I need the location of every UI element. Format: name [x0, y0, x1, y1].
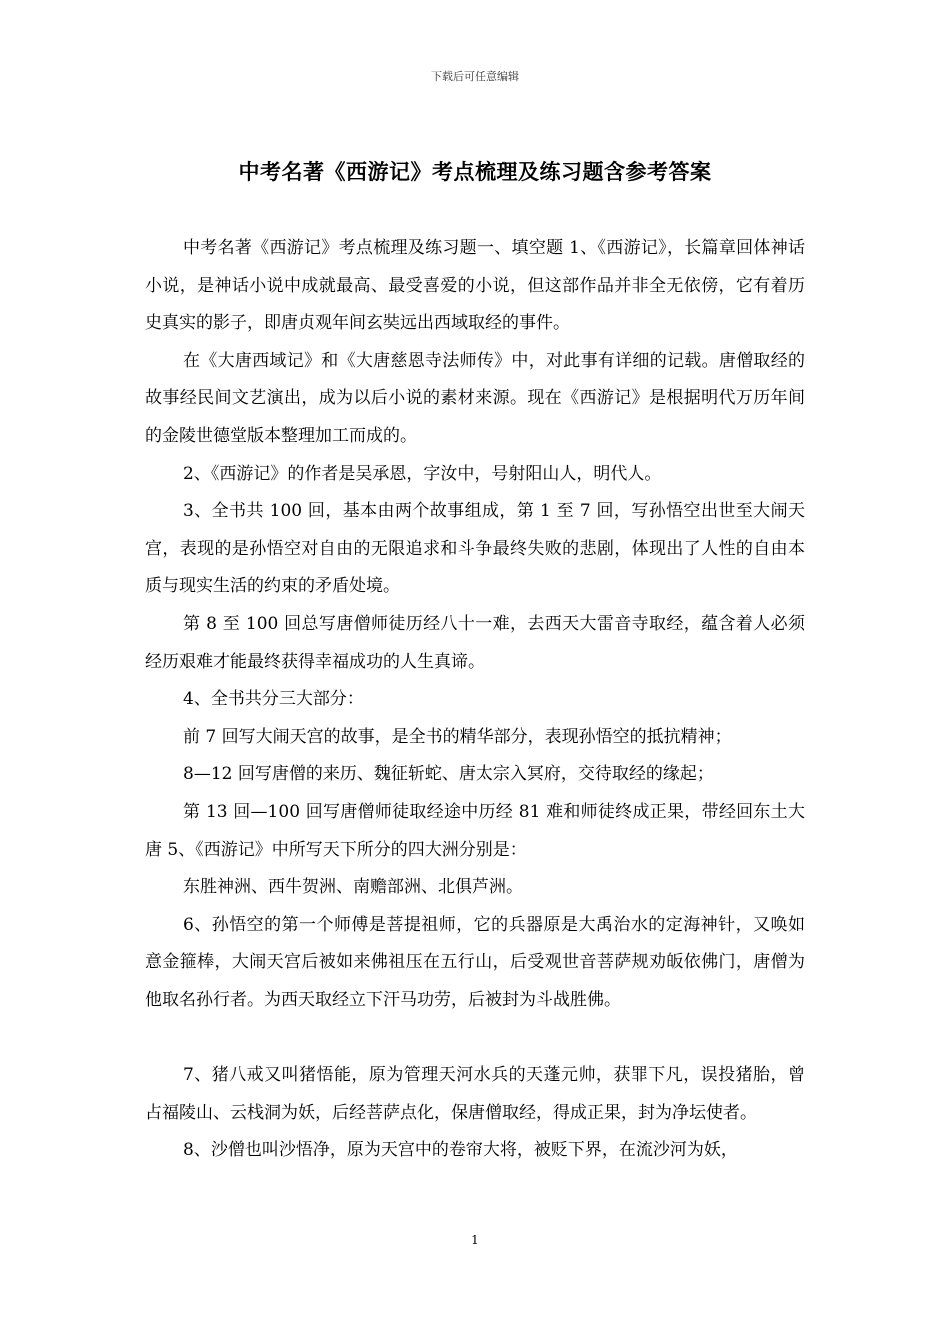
paragraph: 7、猪八戒又叫猪悟能，原为管理天河水兵的天蓬元帅，获罪下凡，误投猪胎，曾占福陵山、云栈洞为妖，后经菩萨点化，保唐僧取经，得成正果，封为净坛使者。 — [145, 1065, 805, 1123]
paragraph: 东胜神洲、西牛贺洲、南赡部洲、北俱芦洲。 — [183, 877, 523, 898]
paragraph: 第 13 回—100 回写唐僧师徒取经途中历经 81 难和师徒终成正果，带经回东土大唐 5、《西游记》中所写天下所分的四大洲分别是： — [145, 801, 805, 860]
document-body — [145, 230, 805, 1170]
paragraph: 中考名著《西游记》考点梳理及练习题一、填空题 1、《西游记》，长篇章回体神话小说，是神话小说中成就最高、最受喜爱的小说，但这部作品并非全无依傍，它有着历史真实的影子，即唐贞观年间玄奘远出西域取经的事件。 — [145, 238, 805, 334]
paragraph: 6、孙悟空的第一个师傅是菩提祖师，它的兵器原是大禹治水的定海神针，又唤如意金箍棒，大闹天宫后被如来佛祖压在五行山，后受观世音菩萨规劝皈依佛门，唐僧为他取名孙行者。为西天取经立下汗马功劳，后被封为斗战胜佛。 — [145, 914, 805, 1010]
paragraph: 第 8 至 100 回总写唐僧师徒历经八十一难，去西天大雷音寺取经，蕴含着人必须经历艰难才能最终获得幸福成功的人生真谛。 — [145, 613, 805, 672]
paragraph: 3、全书共 100 回，基本由两个故事组成，第 1 至 7 回，写孙悟空出世至大闹天宫，表现的是孙悟空对自由的无限追求和斗争最终失败的悲剧，体现出了人性的自由本质与现实生活的约束的矛盾处境。 — [145, 501, 805, 597]
paragraph: 2、《西游记》的作者是吴承恩，字汝中，号射阳山人，明代人。 — [183, 463, 662, 484]
paragraph: 8—12 回写唐僧的来历、魏征斩蛇、唐太宗入冥府，交待取经的缘起； — [183, 764, 714, 785]
page-header: 下载后可任意编辑 — [431, 70, 519, 83]
page-number: 1 — [471, 1233, 479, 1247]
document-title: 中考名著《西游记》考点梳理及练习题含参考答案 — [238, 159, 712, 184]
paragraph: 8、沙僧也叫沙悟净，原为天宫中的卷帘大将，被贬下界，在流沙河为妖， — [183, 1140, 738, 1161]
paragraph: 在《大唐西域记》和《大唐慈恩寺法师传》中，对此事有详细的记载。唐僧取经的故事经民间文艺演出，成为以后小说的素材来源。现在《西游记》是根据明代万历年间的金陵世德堂版本整理加工而成的。 — [145, 350, 805, 446]
paragraph: 4、全书共分三大部分： — [183, 689, 364, 710]
paragraph: 前 7 回写大闹天宫的故事，是全书的精华部分，表现孙悟空的抵抗精神； — [183, 726, 732, 747]
